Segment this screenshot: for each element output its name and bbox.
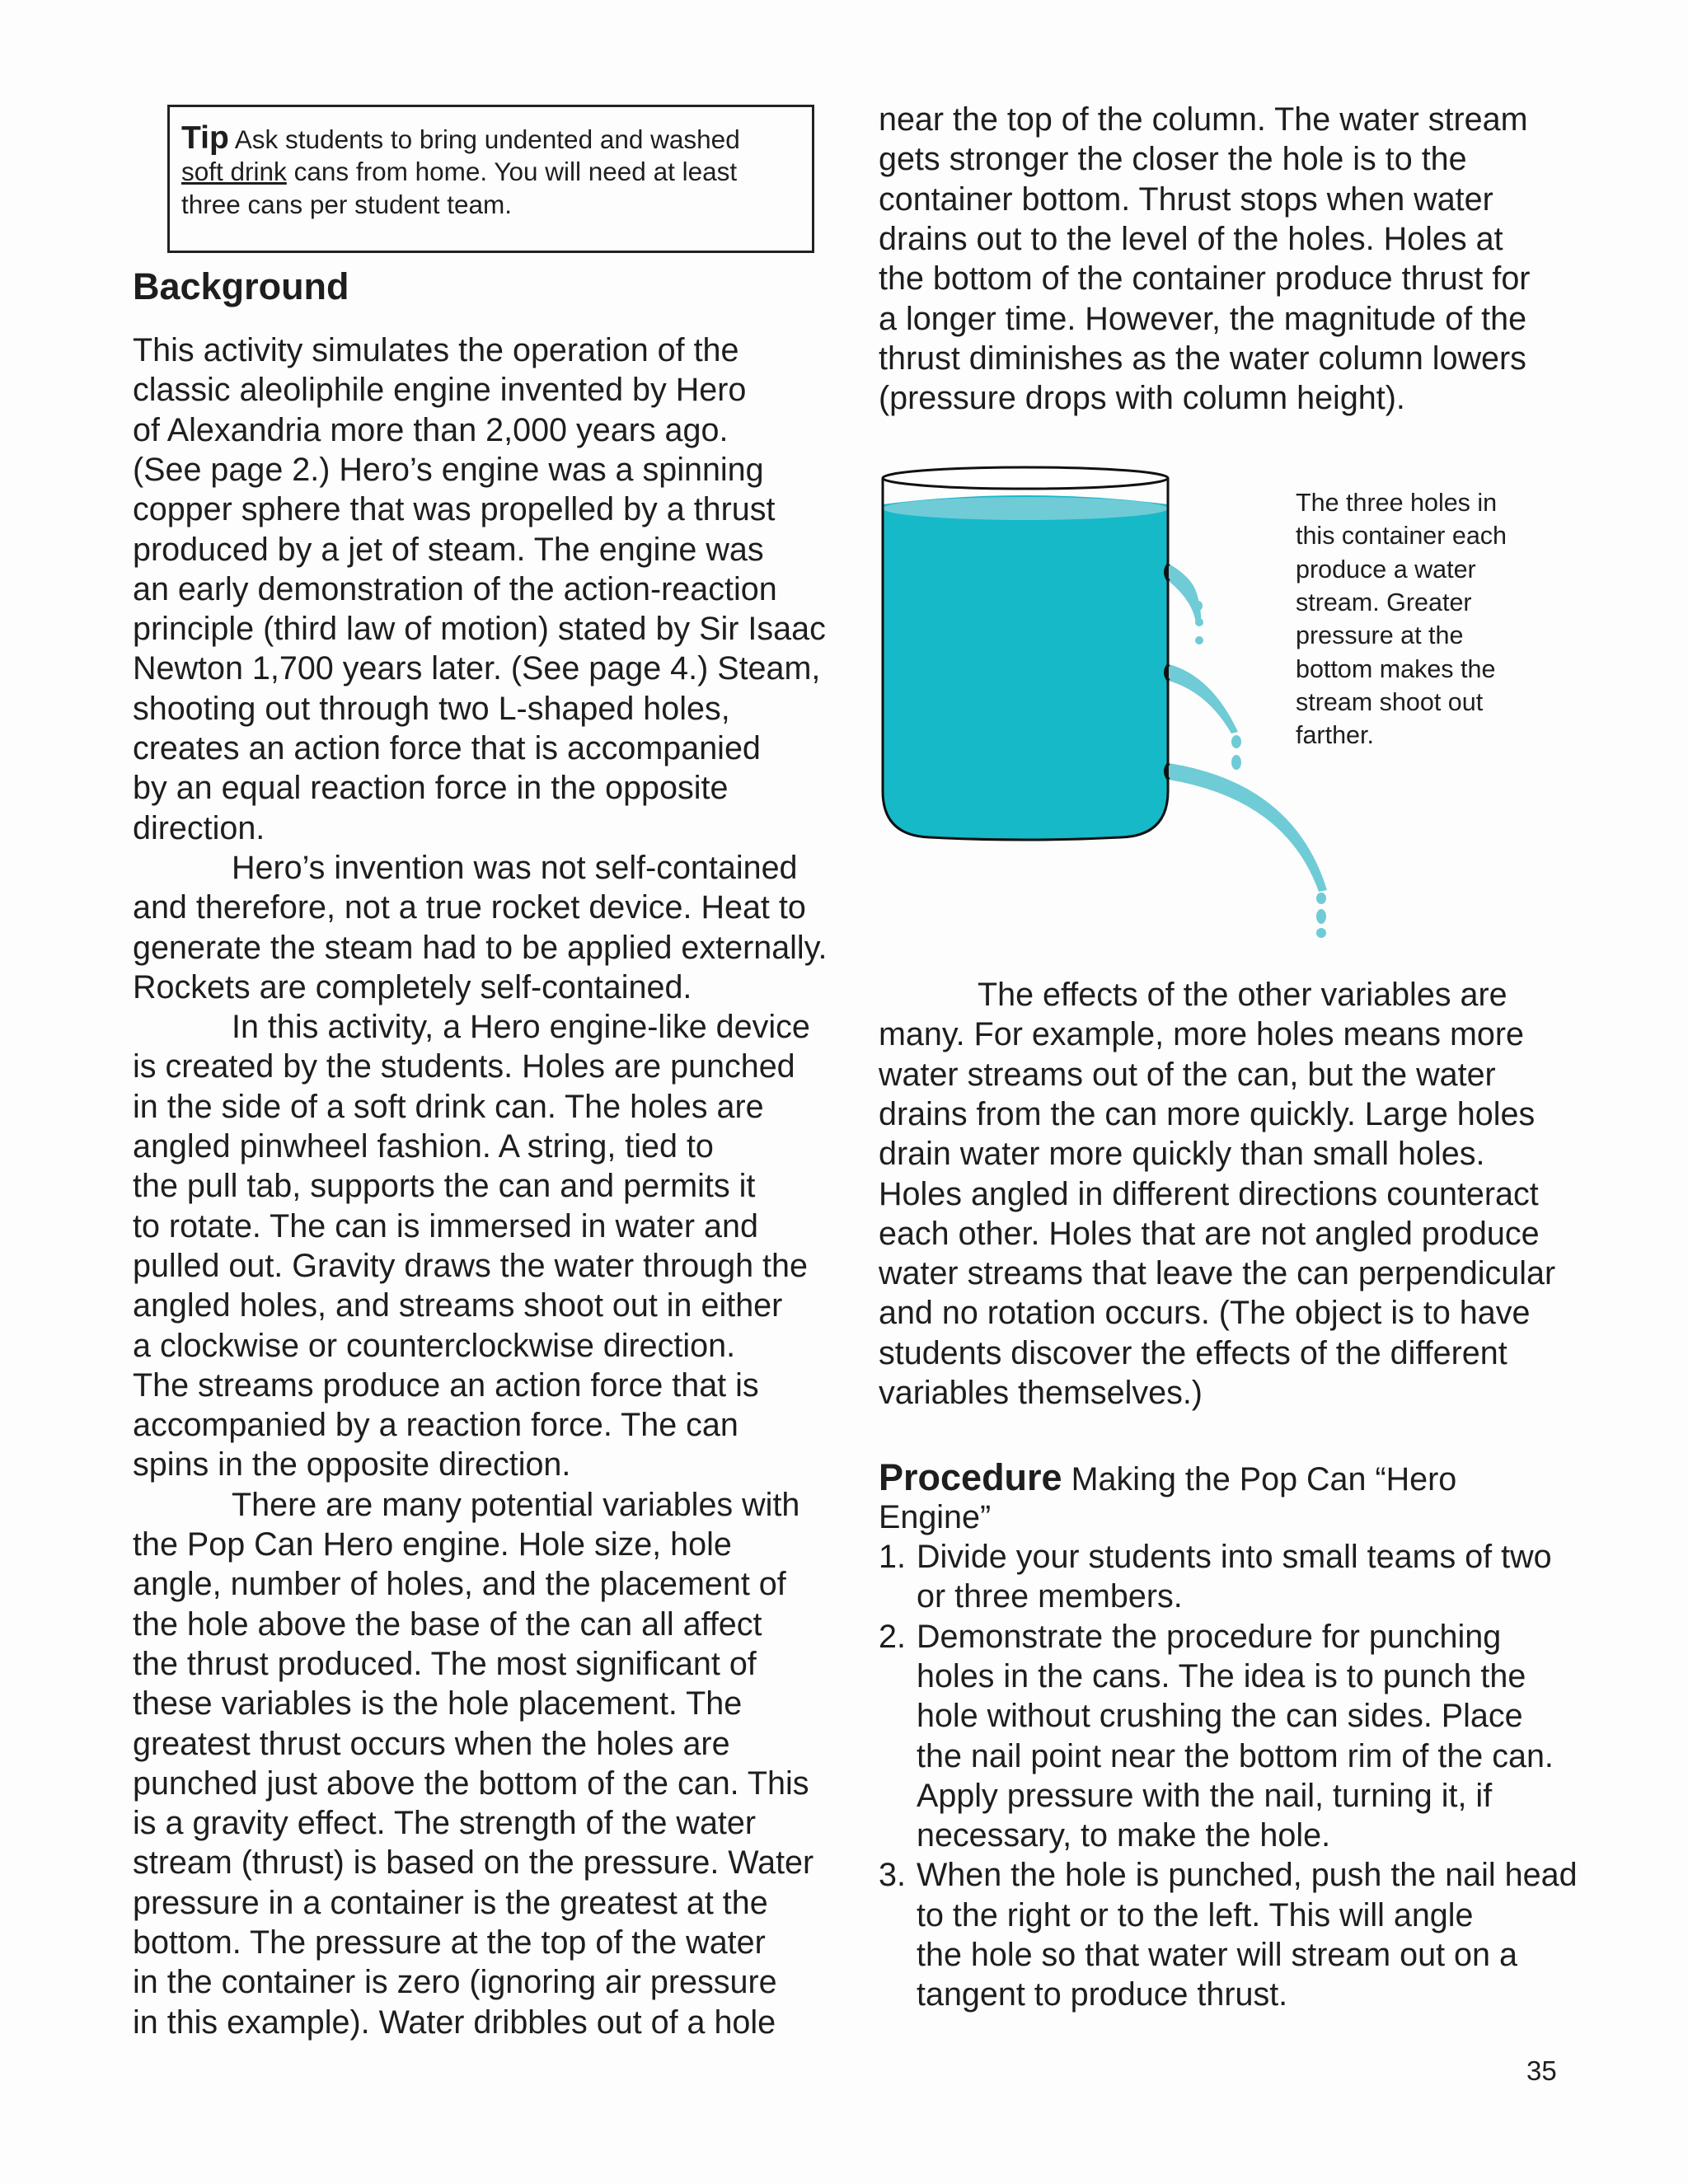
text-line: drains from the can more quickly. Large holes — [879, 1095, 1536, 1132]
text-line: copper sphere that was propelled by a thrust — [133, 491, 776, 528]
background-heading: Background — [133, 265, 349, 307]
water-body — [883, 495, 1168, 840]
text-line: drain water more quickly than small holes. — [879, 1136, 1485, 1173]
text-line: shooting out through two L-shaped holes, — [133, 690, 730, 727]
text-line: pressure in a container is the greatest at the — [133, 1884, 768, 1921]
procedure-subtitle-cont: Engine” — [879, 1499, 992, 1535]
text-line: a longer time. However, the magnitude of the — [879, 300, 1527, 337]
text-line: pulled out. Gravity draws the water through the — [133, 1247, 808, 1284]
text-line: water streams that leave the can perpendicular — [879, 1255, 1556, 1292]
text-line: thrust diminishes as the water column lowers — [879, 340, 1526, 377]
page-number: 35 — [1526, 2055, 1557, 2086]
text-line: in this example). Water dribbles out of a hole — [133, 2004, 776, 2041]
text-line: gets stronger the closer the hole is to the — [879, 141, 1467, 178]
text-line: and no rotation occurs. (The object is to have — [879, 1295, 1531, 1332]
caption-line: farther. — [1296, 721, 1374, 750]
text-line: stream (thrust) is based on the pressure. Water — [133, 1844, 814, 1882]
text-line: (pressure drops with column height). — [879, 380, 1405, 417]
step-number: 2. — [879, 1618, 906, 1655]
step-text-line: When the hole is punched, push the nail head — [917, 1857, 1578, 1894]
text-line: container bottom. Thrust stops when water — [879, 180, 1493, 218]
text-line: by an equal reaction force in the opposite — [133, 770, 729, 807]
caption-line: bottom makes the — [1296, 654, 1496, 683]
text-line: the pull tab, supports the can and permits it — [133, 1168, 756, 1205]
text-line: (See page 2.) Hero’s engine was a spinning — [133, 451, 764, 488]
text-line: in the container is zero (ignoring air pressure — [133, 1964, 777, 2001]
text-line: in the side of a soft drink can. The holes are — [133, 1088, 764, 1125]
procedure-subtitle: Making the Pop Can “Hero — [1071, 1461, 1457, 1497]
tip-line: three cans per student team. — [181, 190, 512, 219]
step-text-line: necessary, to make the hole. — [917, 1817, 1331, 1854]
text-line: near the top of the column. The water stream — [879, 101, 1528, 138]
soft-drink-link[interactable]: soft drink — [181, 157, 287, 186]
text-line: the thrust produced. The most significant of — [133, 1645, 757, 1682]
step-number: 1. — [879, 1539, 906, 1575]
caption-line: stream shoot out — [1296, 687, 1484, 716]
text-line: students discover the effects of the different — [879, 1334, 1507, 1371]
stream-top — [1169, 564, 1201, 624]
text-line: spins in the opposite direction. — [133, 1446, 571, 1483]
text-line: the bottom of the container produce thrust for — [879, 260, 1531, 298]
container-rim — [883, 467, 1168, 489]
text-line: punched just above the bottom of the can. This — [133, 1765, 809, 1802]
text-line: principle (third law of motion) stated by Sir Isaac — [133, 611, 826, 648]
text-line: these variables is the hole placement. The — [133, 1685, 743, 1722]
step-text-line: holes in the cans. The idea is to punch the — [917, 1657, 1526, 1694]
text-line: There are many potential variables with — [232, 1486, 800, 1523]
stream-middle — [1169, 664, 1238, 733]
text-line: is a gravity effect. The strength of the water — [133, 1805, 757, 1842]
text-line: of Alexandria more than 2,000 years ago. — [133, 411, 729, 448]
caption-line: produce a water — [1296, 555, 1476, 583]
text-line: an early demonstration of the action-reaction — [133, 570, 777, 607]
text-line: a clockwise or counterclockwise direction. — [133, 1327, 736, 1364]
text-line: In this activity, a Hero engine-like device — [232, 1009, 810, 1046]
step-text-line: the hole so that water will stream out on a — [917, 1937, 1517, 1973]
text-line: angle, number of holes, and the placement of — [133, 1566, 786, 1603]
caption-line: stream. Greater — [1296, 588, 1472, 616]
step-text-line: Divide your students into small teams of two — [917, 1539, 1552, 1575]
text-line: variables themselves.) — [879, 1375, 1203, 1411]
text-line: generate the steam had to be applied externally. — [133, 929, 828, 966]
text-line: greatest thrust occurs when the holes are — [133, 1725, 730, 1762]
procedure-heading-line — [879, 1458, 1456, 1497]
text-line: and therefore, not a true rocket device. Heat to — [133, 889, 806, 926]
text-line: Newton 1,700 years later. (See page 4.) Steam, — [133, 650, 821, 687]
text-line: drains out to the level of the holes. Holes at — [879, 220, 1503, 257]
text-line: Holes angled in different directions counteract — [879, 1175, 1539, 1212]
text-line: Rockets are completely self-contained. — [133, 968, 692, 1005]
step-number: 3. — [879, 1857, 906, 1894]
text-line: angled pinwheel fashion. A string, tied to — [133, 1128, 714, 1165]
text-line: creates an action force that is accompanied — [133, 730, 761, 766]
procedure-heading: Procedure — [879, 1456, 1062, 1498]
text-line: This activity simulates the operation of the — [133, 332, 739, 368]
text-line: accompanied by a reaction force. The can — [133, 1407, 738, 1444]
step-text-line: the nail point near the bottom rim of the can. — [917, 1737, 1554, 1774]
text-line: the hole above the base of the can all affect — [133, 1605, 762, 1643]
caption-line: The three holes in — [1296, 489, 1498, 517]
caption-line: this container each — [1296, 522, 1507, 551]
step-text-line: Apply pressure with the nail, turning it, if — [917, 1777, 1493, 1814]
text-line: each other. Holes that are not angled produce — [879, 1215, 1540, 1252]
text-line: direction. — [133, 809, 265, 846]
text-line: The streams produce an action force that is — [133, 1366, 759, 1404]
text-line: The effects of the other variables are — [978, 977, 1507, 1013]
step-text-line: hole without crushing the can sides. Place — [917, 1698, 1523, 1735]
tip-text: cans from home. You will need at least — [293, 157, 738, 186]
container-illustration — [883, 467, 1327, 938]
step-text-line: to the right or to the left. This will angle — [917, 1896, 1474, 1933]
text-line: Hero’s invention was not self-contained — [232, 849, 798, 886]
stream-bottom — [1169, 763, 1327, 892]
text-line: to rotate. The can is immersed in water and — [133, 1207, 758, 1244]
water-surface — [883, 497, 1168, 520]
step-text-line: or three members. — [917, 1578, 1183, 1615]
text-line: classic aleoliphile engine invented by Hero — [133, 372, 747, 409]
text-line: is created by the students. Holes are punched — [133, 1048, 795, 1085]
tip-label: Tip — [181, 120, 229, 156]
text-line: bottom. The pressure at the top of the water — [133, 1924, 766, 1961]
text-line: the Pop Can Hero engine. Hole size, hole — [133, 1526, 732, 1563]
caption-line: pressure at the — [1296, 621, 1464, 650]
step-text-line: tangent to produce thrust. — [917, 1976, 1288, 2013]
text-line: angled holes, and streams shoot out in either — [133, 1287, 783, 1324]
tip-text: Ask students to bring undented and washed — [234, 124, 740, 154]
text-line: many. For example, more holes means more — [879, 1016, 1524, 1053]
text-line: water streams out of the can, but the water — [879, 1056, 1496, 1093]
text-line: produced by a jet of steam. The engine was — [133, 531, 764, 568]
step-text-line: Demonstrate the procedure for punching — [917, 1618, 1502, 1655]
